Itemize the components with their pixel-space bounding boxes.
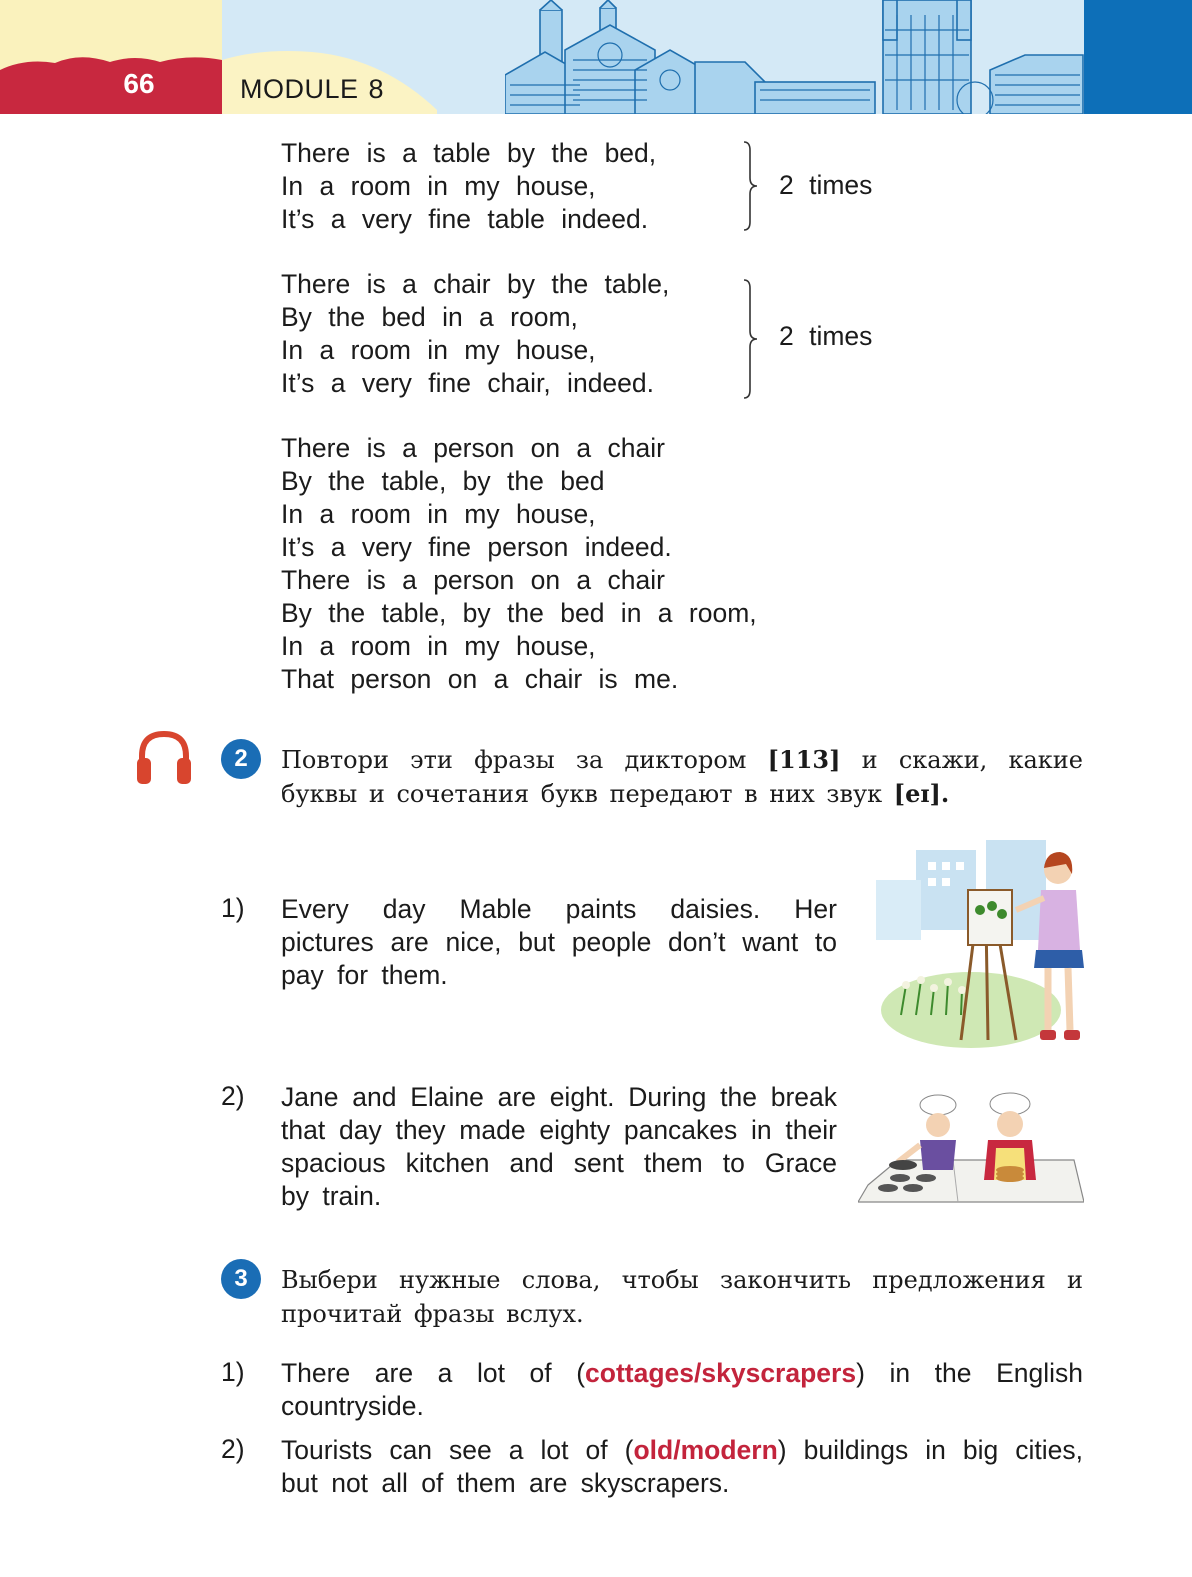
- poem-line: In a room in my house,: [281, 171, 596, 201]
- module-title: [240, 74, 384, 105]
- exercise2-instruction: [281, 743, 1083, 811]
- brace-icon: [742, 140, 760, 232]
- poem-line: In a room in my house,: [281, 631, 596, 661]
- poem-line: By the table, by the bed: [281, 466, 605, 496]
- city-skyline-illustration: [505, 0, 1085, 114]
- module-number: 8: [368, 74, 385, 104]
- item-number: 2): [221, 1434, 245, 1464]
- word-choice: old/modern: [633, 1435, 778, 1465]
- audio-track-number: [113]: [767, 745, 841, 774]
- item-text: Jane and Elaine are eight. During the break that day they made eighty pancakes in their spacious kitchen and sent them to Grace by train.: [281, 1082, 837, 1211]
- repeat-label: 2 times: [779, 321, 873, 351]
- exercise-number-badge: 2: [221, 739, 261, 779]
- item-text: [281, 1434, 1083, 1500]
- poem-line: It’s a very fine chair, indeed.: [281, 368, 655, 398]
- item-text: [281, 1357, 1083, 1423]
- phonetic-sound: [eɪ].: [893, 779, 950, 808]
- exercise3-instruction: Выбери нужные слова, чтобы закончить предложения и прочитай фразы вслух.: [281, 1266, 1083, 1328]
- exercise-number-badge: 3: [221, 1259, 261, 1299]
- item-number: 2): [221, 1081, 245, 1111]
- repeat-label: 2 times: [779, 170, 873, 200]
- brace-icon: [742, 278, 760, 400]
- sentence-text: There are a lot of (: [281, 1358, 586, 1388]
- item-number: 1): [221, 893, 245, 923]
- poem-line: That person on a chair is me.: [281, 664, 679, 694]
- poem-line: By the table, by the bed in a room,: [281, 598, 757, 628]
- poem-line: It’s a very fine table indeed.: [281, 204, 649, 234]
- page-number: 66: [123, 68, 155, 99]
- headphones-icon: [134, 728, 194, 786]
- girl-painting-illustration: [876, 840, 1084, 1058]
- item-number: 1): [221, 1357, 245, 1387]
- poem-line: There is a table by the bed,: [281, 138, 657, 168]
- item-text: Every day Mable paints daisies. Her pictures are nice, but people don’t want to pay for them.: [281, 894, 837, 990]
- header-blue-band: [1084, 0, 1192, 114]
- page-header: [0, 0, 1192, 114]
- sentence-text: Tourists can see a lot of (: [281, 1435, 634, 1465]
- instruction-text: Повтори эти фразы за диктором: [281, 746, 768, 774]
- poem-line: In a room in my house,: [281, 335, 596, 365]
- girls-cooking-illustration: [858, 1090, 1084, 1205]
- sentence-text: ) buildings in big cities, but not all of them are skyscrapers.: [281, 1435, 1083, 1498]
- poem-line: In a room in my house,: [281, 499, 596, 529]
- sentence-text: ) in the English countryside.: [281, 1358, 1083, 1421]
- poem-line: There is a person on a chair: [281, 433, 665, 463]
- poem-line: It’s a very fine person indeed.: [281, 532, 672, 562]
- word-choice: cottages/skyscrapers: [585, 1358, 857, 1388]
- poem-line: There is a chair by the table,: [281, 269, 670, 299]
- module-label: MODULE: [240, 74, 359, 104]
- poem-line: There is a person on a chair: [281, 565, 665, 595]
- poem-line: By the bed in a room,: [281, 302, 578, 332]
- instruction-text: и скажи, какие буквы и сочетания букв передают в них звук: [281, 746, 1083, 808]
